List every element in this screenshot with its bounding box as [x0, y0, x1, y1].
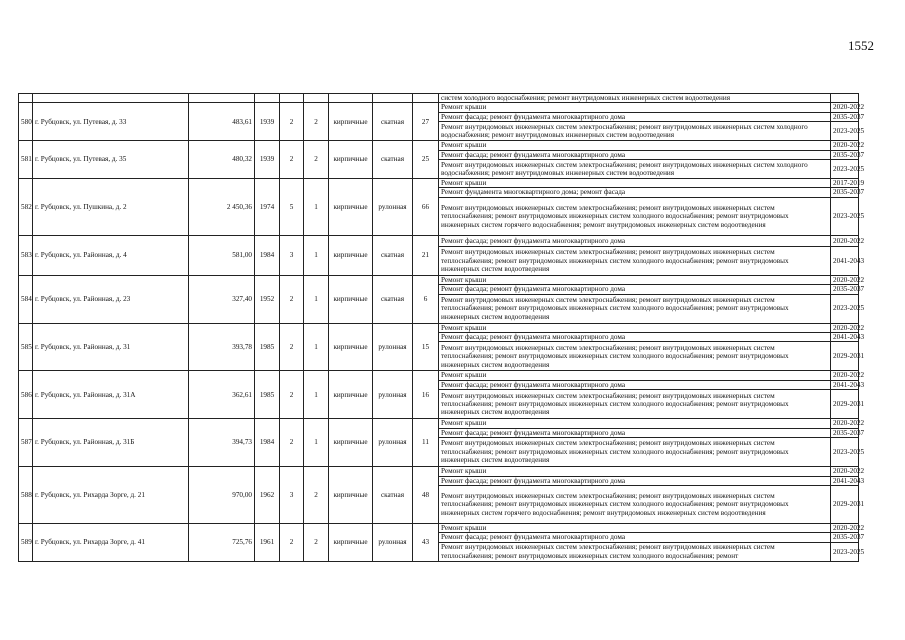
period-cell: 2041-2043 [831, 333, 859, 342]
work-description-cell: Ремонт внутридомовых инженерных систем электроснабжения; ремонт внутридомовых инженерных систем теплоснабжения; ремонт внутридомовых инженерных систем холодного водоснабжения; ремонт внутридомовых инженерных систем горячего водоснабжения; ремонт внутридомовых инженерных систем водоотведения [439, 485, 831, 523]
area-cell: 362,61 [189, 371, 255, 419]
walls-material-cell: кирпичные [329, 103, 373, 141]
roof-type-cell: скатная [373, 103, 413, 141]
entrances-cell: 1 [304, 179, 329, 236]
address-cell: г. Рубцовск, ул. Районная, д. 31Б [33, 419, 189, 467]
row-number-cell: 580 [19, 103, 33, 141]
period-cell: 2020-2022 [831, 141, 859, 150]
work-description-cell: Ремонт внутридомовых инженерных систем электроснабжения; ремонт внутридомовых инженерных систем теплоснабжения; ремонт внутридомовых инженерных систем холодного водоснабжения; ремонт внутридомовых инженерных систем водоотведения [439, 246, 831, 275]
period-cell: 2020-2022 [831, 103, 859, 112]
roof-type-cell: скатная [373, 467, 413, 524]
table-row [19, 103, 859, 112]
period-cell: 2029-2031 [831, 390, 859, 419]
floors-cell: 2 [280, 323, 304, 371]
period-cell: 2020-2022 [831, 275, 859, 284]
period-cell: 2035-2037 [831, 285, 859, 294]
work-description-cell: Ремонт крыши [439, 179, 831, 188]
carryover-row [19, 94, 859, 103]
period-cell: 2035-2037 [831, 428, 859, 437]
table-row [19, 523, 859, 532]
residents-cell: 43 [413, 523, 439, 561]
entrances-cell: 2 [304, 103, 329, 141]
walls-material-cell: кирпичные [329, 419, 373, 467]
floors-cell: 5 [280, 179, 304, 236]
row-number-cell: 585 [19, 323, 33, 371]
roof-type-cell: скатная [373, 235, 413, 275]
floors-cell: 3 [280, 235, 304, 275]
work-description-cell: Ремонт фасада; ремонт фундамента многоквартирного дома [439, 285, 831, 294]
period-cell: 2020-2022 [831, 371, 859, 380]
floors-cell: 2 [280, 419, 304, 467]
entrances-cell: 1 [304, 275, 329, 323]
row-number-cell: 582 [19, 179, 33, 236]
address-cell: г. Рубцовск, ул. Районная, д. 23 [33, 275, 189, 323]
area-cell: 393,78 [189, 323, 255, 371]
work-description-cell: Ремонт фасада; ремонт фундамента многоквартирного дома [439, 333, 831, 342]
work-description-cell: Ремонт крыши [439, 467, 831, 476]
work-description-cell: Ремонт крыши [439, 275, 831, 284]
address-cell: г. Рубцовск, ул. Районная, д. 31А [33, 371, 189, 419]
work-description-cell: Ремонт внутридомовых инженерных систем электроснабжения; ремонт внутридомовых инженерных систем теплоснабжения; ремонт внутридомовых инженерных систем холодного водоснабжения; ремонт внутридомовых инженерных систем водоотведения [439, 390, 831, 419]
roof-type-cell: скатная [373, 141, 413, 179]
work-description-cell: Ремонт крыши [439, 323, 831, 332]
table-row [19, 323, 859, 332]
row-number-cell: 587 [19, 419, 33, 467]
area-cell: 483,61 [189, 103, 255, 141]
work-description-cell: Ремонт внутридомовых инженерных систем электроснабжения; ремонт внутридомовых инженерных систем теплоснабжения; ремонт внутридомовых инженерных систем холодного водоснабжения; ремонт внутридомовых инженерных систем водоотведения [439, 342, 831, 371]
row-number-cell: 583 [19, 235, 33, 275]
work-description-cell: Ремонт внутридомовых инженерных систем электроснабжения; ремонт внутридомовых инженерных систем холодного водоснабжения; ремонт внутридомовых инженерных систем водоотведения [439, 122, 831, 141]
period-cell: 2029-2031 [831, 342, 859, 371]
residents-cell: 6 [413, 275, 439, 323]
residents-cell: 21 [413, 235, 439, 275]
year-cell: 1985 [255, 371, 280, 419]
period-cell: 2035-2037 [831, 112, 859, 121]
carryover-work-cell: систем холодного водоснабжения; ремонт внутридомовых инженерных систем водоотведения [439, 94, 831, 103]
period-cell: 2023-2025 [831, 197, 859, 235]
work-description-cell: Ремонт внутридомовых инженерных систем электроснабжения; ремонт внутридомовых инженерных систем теплоснабжения; ремонт внутридомовых инженерных систем холодного водоснабжения; ремонт внутридомовых инженерных систем водоотведения [439, 438, 831, 467]
table-row [19, 275, 859, 284]
period-cell: 2035-2037 [831, 533, 859, 542]
period-cell: 2020-2022 [831, 419, 859, 428]
work-description-cell: Ремонт крыши [439, 419, 831, 428]
year-cell: 1939 [255, 103, 280, 141]
year-cell: 1984 [255, 419, 280, 467]
period-cell: 2023-2025 [831, 294, 859, 323]
entrances-cell: 2 [304, 141, 329, 179]
roof-type-cell: рулонная [373, 523, 413, 561]
row-number-cell: 589 [19, 523, 33, 561]
area-cell: 725,76 [189, 523, 255, 561]
work-description-cell: Ремонт внутридомовых инженерных систем электроснабжения; ремонт внутридомовых инженерных систем теплоснабжения; ремонт внутридомовых инженерных систем холодного водоснабжения; ремонт внутридомовых инженерных систем водоотведения [439, 294, 831, 323]
residents-cell: 66 [413, 179, 439, 236]
work-description-cell: Ремонт фасада; ремонт фундамента многоквартирного дома [439, 533, 831, 542]
period-cell: 2041-2043 [831, 476, 859, 485]
year-cell: 1939 [255, 141, 280, 179]
table-row [19, 179, 859, 188]
period-cell: 2017-2019 [831, 179, 859, 188]
residents-cell: 25 [413, 141, 439, 179]
entrances-cell: 1 [304, 323, 329, 371]
work-description-cell: Ремонт фасада; ремонт фундамента многоквартирного дома [439, 380, 831, 389]
area-cell: 394,73 [189, 419, 255, 467]
period-cell: 2029-2031 [831, 485, 859, 523]
work-description-cell: Ремонт внутридомовых инженерных систем электроснабжения; ремонт внутридомовых инженерных систем теплоснабжения; ремонт внутридомовых инженерных систем холодного водоснабжения; ремонт внутридомовых инженерных систем горячего водоснабжения; ремонт внутридомовых инженерных систем водоотведения [439, 197, 831, 235]
table-row [19, 141, 859, 150]
roof-type-cell: рулонная [373, 179, 413, 236]
period-cell: 2023-2025 [831, 438, 859, 467]
roof-type-cell: скатная [373, 275, 413, 323]
roof-type-cell: рулонная [373, 371, 413, 419]
roof-type-cell: рулонная [373, 323, 413, 371]
table-row [19, 235, 859, 246]
work-description-cell: Ремонт внутридомовых инженерных систем электроснабжения; ремонт внутридомовых инженерных систем теплоснабжения; ремонт внутридомовых инженерных систем холодного водоснабжения; ремонт [439, 542, 831, 561]
address-cell: г. Рубцовск, ул. Путевая, д. 35 [33, 141, 189, 179]
period-cell: 2020-2022 [831, 235, 859, 246]
page-number: 1552 [848, 38, 874, 53]
row-number-cell: 581 [19, 141, 33, 179]
period-cell: 2041-2043 [831, 380, 859, 389]
walls-material-cell: кирпичные [329, 371, 373, 419]
capital-repair-table [18, 93, 865, 562]
year-cell: 1952 [255, 275, 280, 323]
roof-type-cell: рулонная [373, 419, 413, 467]
row-number-cell: 584 [19, 275, 33, 323]
floors-cell: 2 [280, 275, 304, 323]
period-cell: 2035-2037 [831, 150, 859, 159]
work-description-cell: Ремонт крыши [439, 523, 831, 532]
work-description-cell: Ремонт крыши [439, 141, 831, 150]
work-description-cell: Ремонт фасада; ремонт фундамента многоквартирного дома [439, 150, 831, 159]
walls-material-cell: кирпичные [329, 141, 373, 179]
year-cell: 1984 [255, 235, 280, 275]
row-number-cell: 586 [19, 371, 33, 419]
work-description-cell: Ремонт фундамента многоквартирного дома; ремонт фасада [439, 188, 831, 197]
residents-cell: 16 [413, 371, 439, 419]
residents-cell: 15 [413, 323, 439, 371]
table-row [19, 371, 859, 380]
floors-cell: 2 [280, 523, 304, 561]
walls-material-cell: кирпичные [329, 275, 373, 323]
row-number-cell: 588 [19, 467, 33, 524]
entrances-cell: 1 [304, 419, 329, 467]
table-row [19, 419, 859, 428]
year-cell: 1985 [255, 323, 280, 371]
work-description-cell: Ремонт фасада; ремонт фундамента многоквартирного дома [439, 235, 831, 246]
residents-cell: 27 [413, 103, 439, 141]
address-cell: г. Рубцовск, ул. Районная, д. 4 [33, 235, 189, 275]
period-cell: 2041-2043 [831, 246, 859, 275]
period-cell: 2035-2037 [831, 188, 859, 197]
residents-cell: 11 [413, 419, 439, 467]
year-cell: 1961 [255, 523, 280, 561]
work-description-cell: Ремонт крыши [439, 103, 831, 112]
period-cell: 2020-2022 [831, 323, 859, 332]
work-description-cell: Ремонт крыши [439, 371, 831, 380]
residents-cell: 48 [413, 467, 439, 524]
floors-cell: 2 [280, 103, 304, 141]
period-cell: 2023-2025 [831, 542, 859, 561]
address-cell: г. Рубцовск, ул. Районная, д. 31 [33, 323, 189, 371]
walls-material-cell: кирпичные [329, 235, 373, 275]
entrances-cell: 1 [304, 371, 329, 419]
address-cell: г. Рубцовск, ул. Рихарда Зорге, д. 21 [33, 467, 189, 524]
address-cell: г. Рубцовск, ул. Пушкина, д. 2 [33, 179, 189, 236]
walls-material-cell: кирпичные [329, 179, 373, 236]
area-cell: 970,00 [189, 467, 255, 524]
floors-cell: 2 [280, 371, 304, 419]
area-cell: 480,32 [189, 141, 255, 179]
area-cell: 581,00 [189, 235, 255, 275]
area-cell: 2 450,36 [189, 179, 255, 236]
period-cell: 2023-2025 [831, 122, 859, 141]
period-cell: 2020-2022 [831, 523, 859, 532]
work-description-cell: Ремонт фасада; ремонт фундамента многоквартирного дома [439, 476, 831, 485]
walls-material-cell: кирпичные [329, 467, 373, 524]
table-row [19, 467, 859, 476]
work-description-cell: Ремонт фасада; ремонт фундамента многоквартирного дома [439, 112, 831, 121]
entrances-cell: 2 [304, 467, 329, 524]
year-cell: 1962 [255, 467, 280, 524]
work-description-cell: Ремонт внутридомовых инженерных систем электроснабжения; ремонт внутридомовых инженерных систем холодного водоснабжения; ремонт внутридомовых инженерных систем водоотведения [439, 160, 831, 179]
walls-material-cell: кирпичные [329, 523, 373, 561]
work-description-cell: Ремонт фасада; ремонт фундамента многоквартирного дома [439, 428, 831, 437]
address-cell: г. Рубцовск, ул. Рихарда Зорге, д. 41 [33, 523, 189, 561]
address-cell: г. Рубцовск, ул. Путевая, д. 33 [33, 103, 189, 141]
walls-material-cell: кирпичные [329, 323, 373, 371]
floors-cell: 2 [280, 141, 304, 179]
floors-cell: 3 [280, 467, 304, 524]
entrances-cell: 2 [304, 523, 329, 561]
period-cell: 2020-2022 [831, 467, 859, 476]
year-cell: 1974 [255, 179, 280, 236]
area-cell: 327,40 [189, 275, 255, 323]
period-cell: 2023-2025 [831, 160, 859, 179]
entrances-cell: 1 [304, 235, 329, 275]
